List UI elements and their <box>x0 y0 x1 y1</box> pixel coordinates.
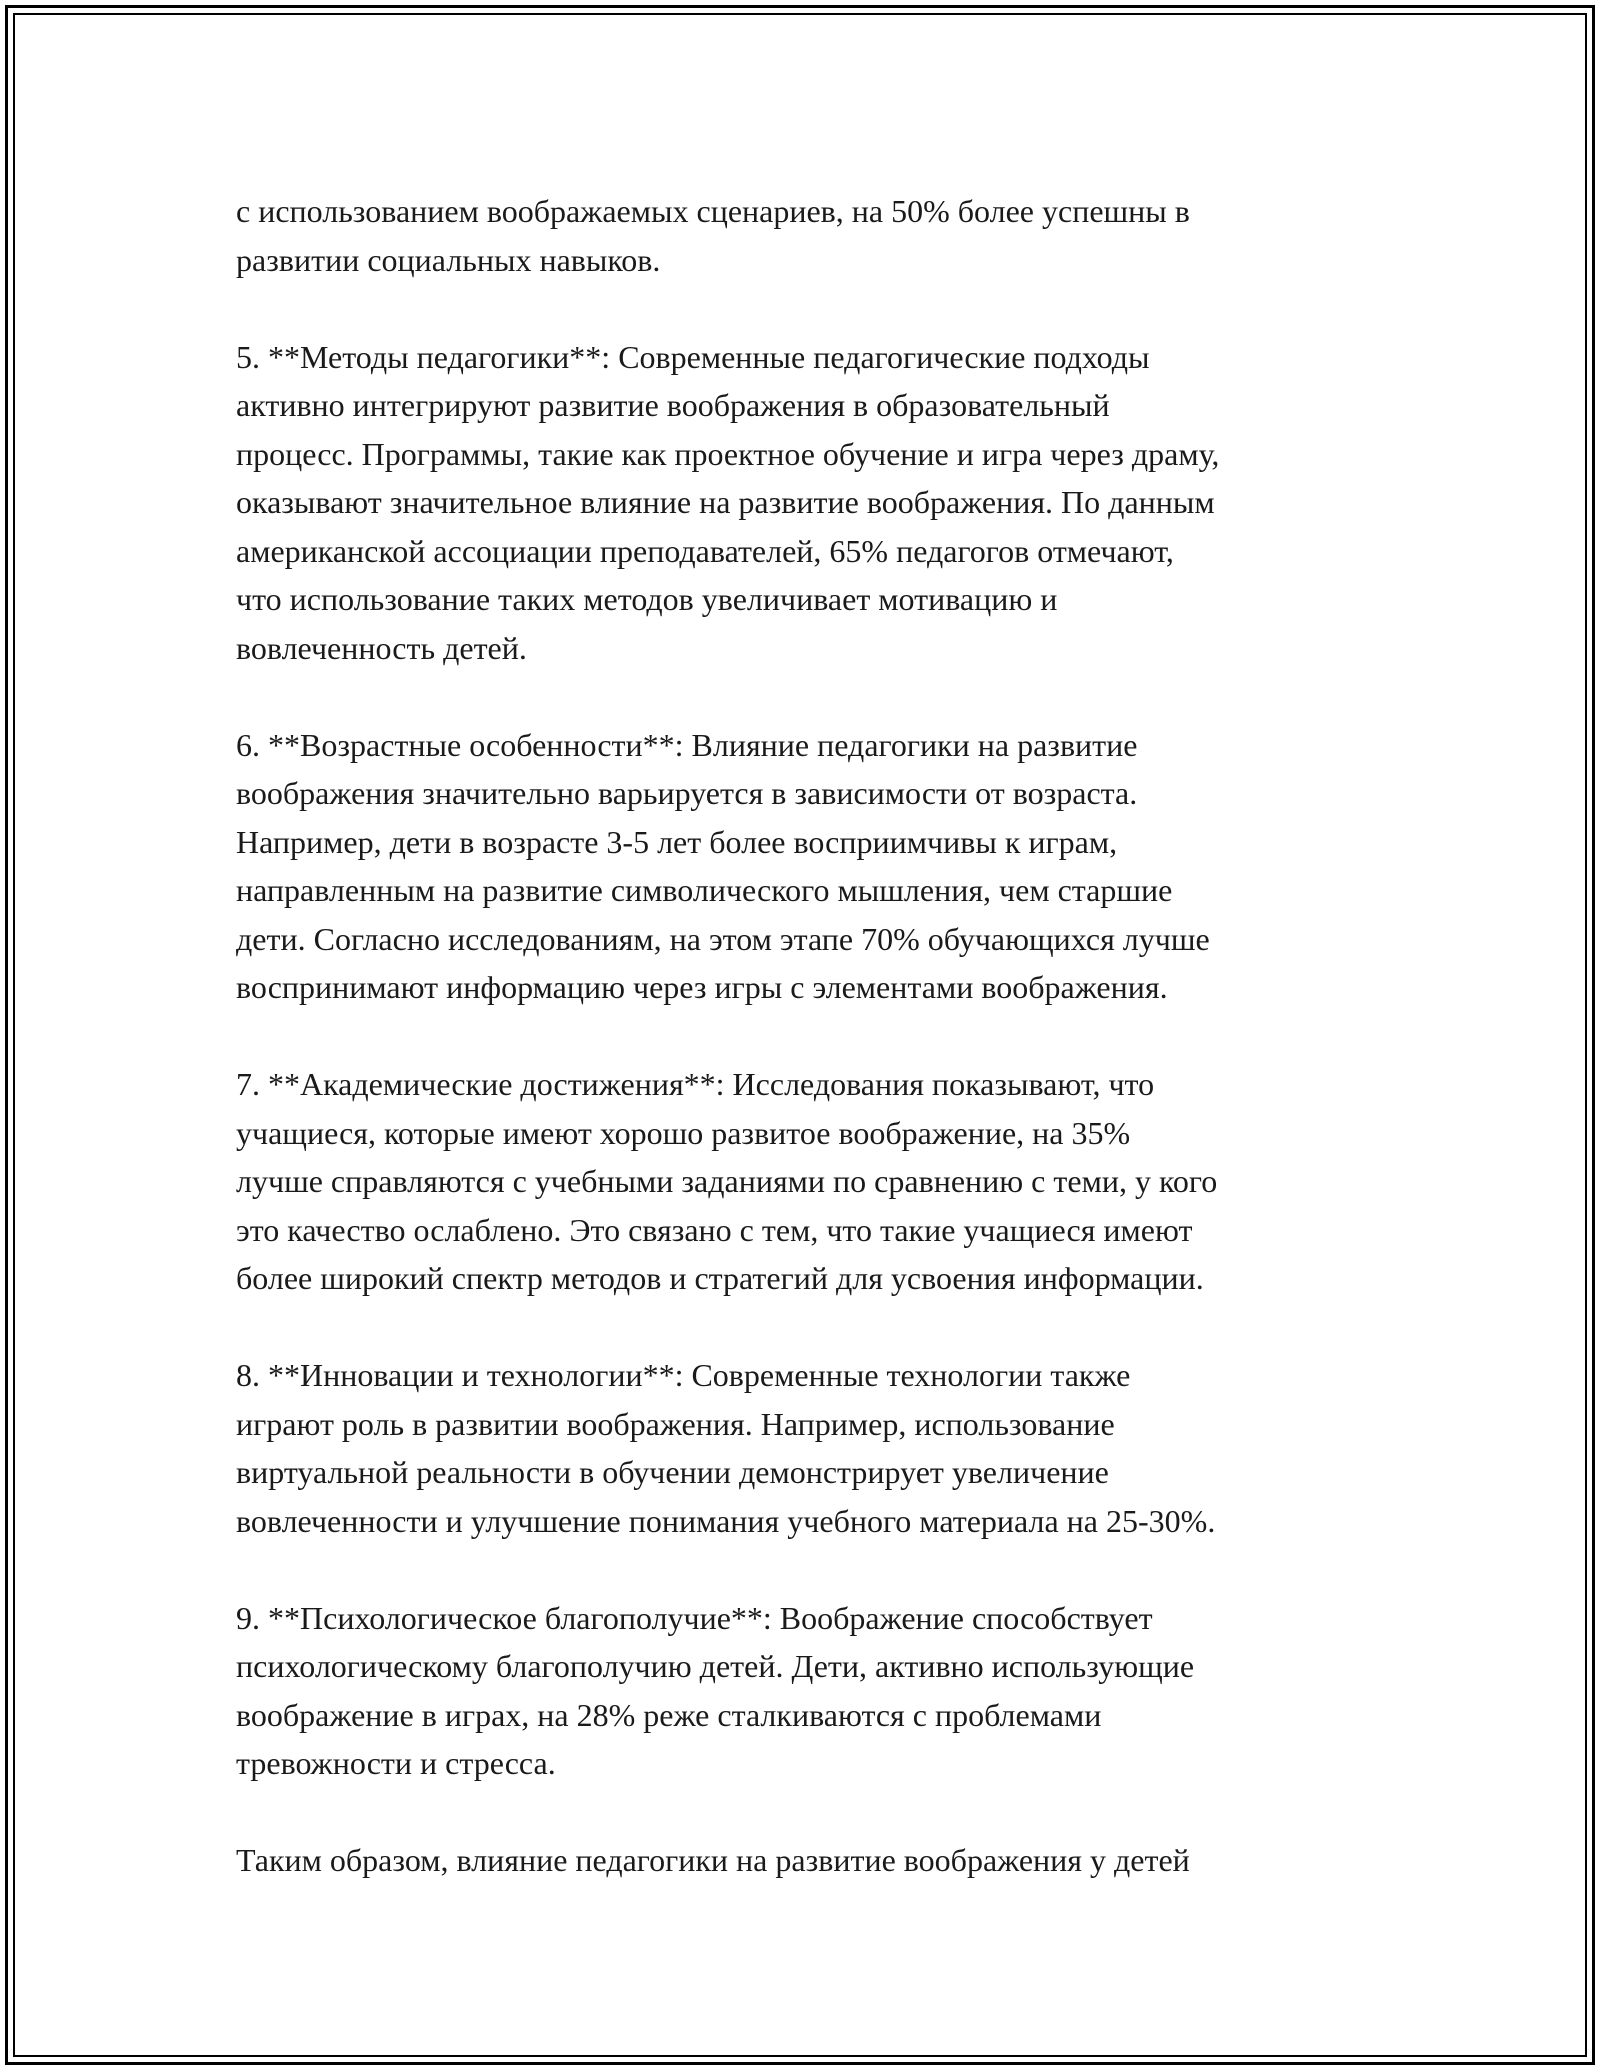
text-line: оказывают значительное влияние на развитие воображения. По данным <box>236 484 1215 520</box>
text-line: развитии социальных навыков. <box>236 241 661 278</box>
text-line: вовлеченности и улучшение понимания учебного материала на 25-30%. <box>236 1502 1216 1539</box>
text-line: воображение в играх, на 28% реже сталкиваются с проблемами <box>236 1696 1102 1733</box>
text-line: 5. **Методы педагогики**: Современные педагогические подходы <box>236 338 1150 375</box>
text-line: 8. **Инновации и технологии**: Современные технологии также <box>236 1357 1131 1393</box>
text-line: лучше справляются с учебными заданиями по сравнению с теми, у кого <box>236 1163 1218 1199</box>
text-line: вовлеченность детей. <box>236 629 527 666</box>
text-line: воспринимают информацию через игры с элементами воображения. <box>236 969 1168 1005</box>
text-line: тревожности и стресса. <box>236 1745 556 1781</box>
text-line: с использованием воображаемых сценариев, на 50% более успешны в <box>236 193 1190 229</box>
paragraph-item-5 <box>236 333 1376 673</box>
paragraph-continuation <box>236 187 1376 284</box>
text-line: 9. **Психологическое благополучие**: Воображение способствует <box>236 1599 1153 1636</box>
text-line: Например, дети в возрасте 3-5 лет более восприимчивы к играм, <box>236 823 1118 860</box>
text-line: что использование таких методов увеличивает мотивацию и <box>236 581 1058 617</box>
paragraph-item-6 <box>236 721 1376 1012</box>
text-line: это качество ослаблено. Это связано с тем, что такие учащиеся имеют <box>236 1211 1193 1248</box>
text-line: направленным на развитие символического мышления, чем старшие <box>236 872 1173 908</box>
text-line: более широкий спектр методов и стратегий для усвоения информации. <box>236 1260 1204 1296</box>
paragraph-item-7 <box>236 1060 1376 1303</box>
text-line: учащиеся, которые имеют хорошо развитое воображение, на 35% <box>236 1114 1131 1151</box>
paragraph-item-9 <box>236 1594 1376 1788</box>
paragraph-conclusion <box>236 1836 1376 1885</box>
text-line: Таким образом, влияние педагогики на развитие воображения у детей <box>236 1842 1190 1878</box>
text-line: психологическому благополучию детей. Дети, активно использующие <box>236 1648 1195 1684</box>
text-line: виртуальной реальности в обучении демонстрирует увеличение <box>236 1454 1109 1490</box>
paragraph-item-8 <box>236 1351 1376 1545</box>
text-line: американской ассоциации преподавателей, 65% педагогов отмечают, <box>236 532 1174 569</box>
text-line: 7. **Академические достижения**: Исследования показывают, что <box>236 1066 1155 1102</box>
document-body <box>236 187 1376 1933</box>
text-line: 6. **Возрастные особенности**: Влияние педагогики на развитие <box>236 726 1138 763</box>
text-line: воображения значительно варьируется в зависимости от возраста. <box>236 775 1138 811</box>
text-line: активно интегрируют развитие воображения в образовательный <box>236 387 1110 423</box>
text-line: дети. Согласно исследованиям, на этом этапе 70% обучающихся лучше <box>236 920 1210 957</box>
text-line: процесс. Программы, такие как проектное обучение и игра через драму, <box>236 435 1220 472</box>
text-line: играют роль в развитии воображения. Например, использование <box>236 1405 1115 1442</box>
